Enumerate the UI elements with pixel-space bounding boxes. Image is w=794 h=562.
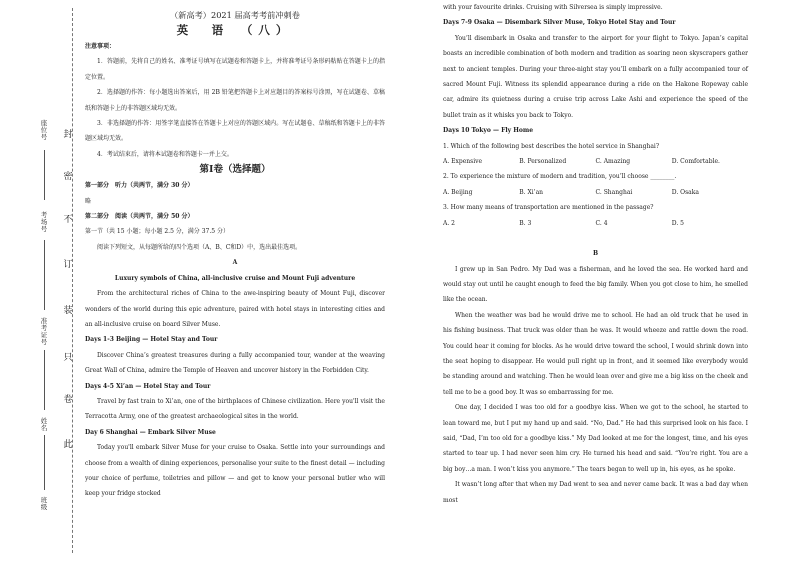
part1-note: 略 bbox=[85, 197, 92, 205]
option: A. 2 bbox=[443, 219, 455, 227]
passage-paragraph: From the architectural riches of China to the awe-inspiring beauty of Mount Fuji, discover wonders of the world during this epic adventure, paired with hotel stays in interesting cities and an all-inclusive cruise on board Silver Muse. bbox=[85, 290, 385, 328]
seal-word: 此 bbox=[63, 440, 73, 450]
seal-word: 封 bbox=[63, 130, 73, 140]
name-blank[interactable] bbox=[44, 435, 45, 490]
instruction: 阅读下列短文，从每题所给的四个选项（A、B、C和D）中，选出最佳选项。 bbox=[97, 243, 302, 251]
passage-paragraph: When the weather was bad he would drive me to school. He had an old truck that he used in his fishing business. That truck was older than he was. It would wheeze and rattle down the road. You could hear it coming for blocks. As he would drive toward the school, I would shrink down into the seat hoping to disappear. He would pull right up in front, and it seemed like everybody would be standing around and watching. Then he would lean over and give me a big kiss on the cheek and tell me to be a good boy. It was so embarrassing for me. bbox=[443, 311, 748, 396]
exam-id-label: 准考证号 bbox=[40, 317, 48, 346]
note-item: 2．选择题的作答：每小题选出答案后，用 2B 铅笔把答题卡上对应题目的答案标号涂黑，写在试题卷、草稿纸和答题卡上的非答题区域均无效。 bbox=[85, 89, 385, 112]
exam-title: （新高考）2021 届高考考前冲刺卷 bbox=[170, 10, 300, 20]
option: C. Shanghai bbox=[595, 188, 633, 196]
option: A. Beijing bbox=[443, 188, 473, 196]
cut-line bbox=[72, 8, 73, 553]
question-options bbox=[443, 154, 748, 169]
part1-heading: 第一部分 听力（共两节，满分 30 分） bbox=[85, 182, 194, 190]
itinerary-heading: Days 7-9 Osaka — Disembark Silver Muse, Tokyo Hotel Stay and Tour bbox=[443, 19, 676, 27]
option: D. Osaka bbox=[671, 188, 699, 196]
class-label: 班级 bbox=[40, 496, 48, 511]
question-stem: 3. How many means of transportation are mentioned in the passage? bbox=[443, 204, 654, 212]
itinerary-heading: Days 4-5 Xi’an — Hotel Stay and Tour bbox=[85, 382, 211, 390]
option: B. 3 bbox=[519, 219, 532, 227]
right-column bbox=[443, 0, 748, 508]
option: D. Comfortable. bbox=[671, 158, 720, 166]
question-stem: 1. Which of the following best describes the hotel service in Shanghai? bbox=[443, 142, 660, 150]
seal-word: 订 bbox=[63, 260, 73, 270]
seal-word: 密 bbox=[63, 172, 73, 182]
seal-word: 装 bbox=[63, 306, 73, 316]
itinerary-heading: Days 1-3 Beijing — Hotel Stay and Tour bbox=[85, 336, 218, 344]
passage-b-label: B bbox=[592, 250, 599, 258]
option: B. Xi’an bbox=[519, 188, 544, 196]
seat-number-label: 座位号 bbox=[40, 119, 48, 141]
itinerary-heading: Days 10 Tokyo — Fly Home bbox=[443, 127, 534, 135]
option: C. 4 bbox=[595, 219, 608, 227]
passage-paragraph: It wasn’t long after that when my Dad went to sea and never came back. It was a bad day when most bbox=[443, 481, 748, 504]
part2-heading: 第二部分 阅读（共两节，满分 50 分） bbox=[85, 213, 194, 221]
passage-paragraph: Discover China’s greatest treasures during a fully accompanied tour, wander at the weaving Great Wall of China, admire the Temple of Heaven and uncover history in the Forbidden City. bbox=[85, 351, 385, 375]
passage-paragraph: You’ll disembark in Osaka and transfer to the airport for your flight to Tokyo. Japan’s capital boasts an incredible combination of both modern and tradition as soaring neon skyscrapers gather next to ancient temples. During your three-night stay you’ll embark on a fully accompanied tour of sacred Mount Fuji. Witness its splendid appearance during a ride on the Hakone Ropeway cable car, admire its quietness during a cruise trip across Lake Ashi and experience the speed of the bullet train as it whisks you back to Tokyo. bbox=[443, 34, 748, 119]
seal-word: 不 bbox=[63, 215, 73, 225]
note-item: 3．非选择题的作答：用签字笔直接答在答题卡上对应的答题区域内。写在试题卷、草稿纸和答题卡上的非答题区域均无效。 bbox=[85, 120, 385, 143]
passage-paragraph: with your favourite drinks. Cruising with Silversea is simply impressive. bbox=[443, 4, 663, 11]
passage-paragraph: I grew up in San Pedro. My Dad was a fisherman, and he loved the sea. He worked hard and would stay out until he caught enough to feed the big family. When you got close to him, he smelled like the ocean. bbox=[443, 265, 748, 304]
passage-paragraph: One day, I decided I was too old for a goodbye kiss. When we got to the school, he started to lean toward me, but I put my hand up and said. “No, Dad.” He had this surprised look on his face. I said, “Dad, I’m too old for a goodbye kiss.” My Dad looked at me for the longest, time, and his eyes started to tear up. I had never seen him cry. He turned his head and said. “You’re right. You are a big boy…a man. I won’t kiss you anymore.” The tears began to well up in, his eyes, as he spoke. bbox=[443, 404, 748, 473]
binding-margin bbox=[0, 0, 75, 562]
passage-a-label: A bbox=[232, 259, 238, 267]
seal-word: 只 bbox=[63, 353, 73, 363]
question-options bbox=[443, 185, 748, 200]
subject-title: 英 语 （八） bbox=[176, 23, 294, 37]
option: C. Amazing bbox=[595, 158, 631, 166]
exam-room-blank[interactable] bbox=[44, 240, 45, 310]
exam-room-label: 考场号 bbox=[40, 211, 48, 233]
note-item: 4．考试结束后，请将本试题卷和答题卡一并上交。 bbox=[97, 150, 233, 158]
left-column bbox=[85, 0, 385, 502]
seal-word: 卷 bbox=[63, 395, 73, 405]
notes-heading: 注意事项： bbox=[85, 43, 116, 50]
option: A. Expensive bbox=[443, 158, 483, 166]
option: B. Personalized bbox=[519, 158, 567, 166]
exam-id-blank[interactable] bbox=[44, 350, 45, 410]
passage-paragraph: Today you'll embark Silver Muse for your cruise to Osaka. Settle into your surroundings and choose from a wealth of dining experiences, personalise your suite to the finest detail — including your choice of perfume, toiletries and pillow — and get to know your personal butler who will keep your fridge stocked bbox=[85, 444, 385, 498]
section-heading: 第一节（共 15 小题；每小题 2.5 分，满分 37.5 分） bbox=[85, 228, 229, 236]
section-title: 第Ⅰ卷（选择题） bbox=[199, 164, 271, 176]
question-stem: 2. To experience the mixture of modern and tradition, you’ll choose ________. bbox=[443, 173, 677, 181]
passage-a-title: Luxury symbols of China, all-inclusive cruise and Mount Fuji adventure bbox=[114, 274, 356, 282]
question-options bbox=[443, 216, 748, 231]
passage-paragraph: Travel by fast train to Xi’an, one of the birthplaces of Chinese civilization. Here you'll visit the Terracotta Army, one of the greatest archaeological sites in the world. bbox=[85, 397, 385, 421]
seat-number-blank[interactable] bbox=[44, 150, 45, 200]
itinerary-heading: Day 6 Shanghai — Embark Silver Muse bbox=[85, 428, 216, 436]
name-label: 姓名 bbox=[40, 417, 48, 432]
note-item: 1．答题前，先将自己的姓名、准考证号填写在试题卷和答题卡上，并将准考证号条形码粘贴在答题卡上的指定位置。 bbox=[85, 58, 385, 81]
option: D. 5 bbox=[671, 219, 684, 227]
